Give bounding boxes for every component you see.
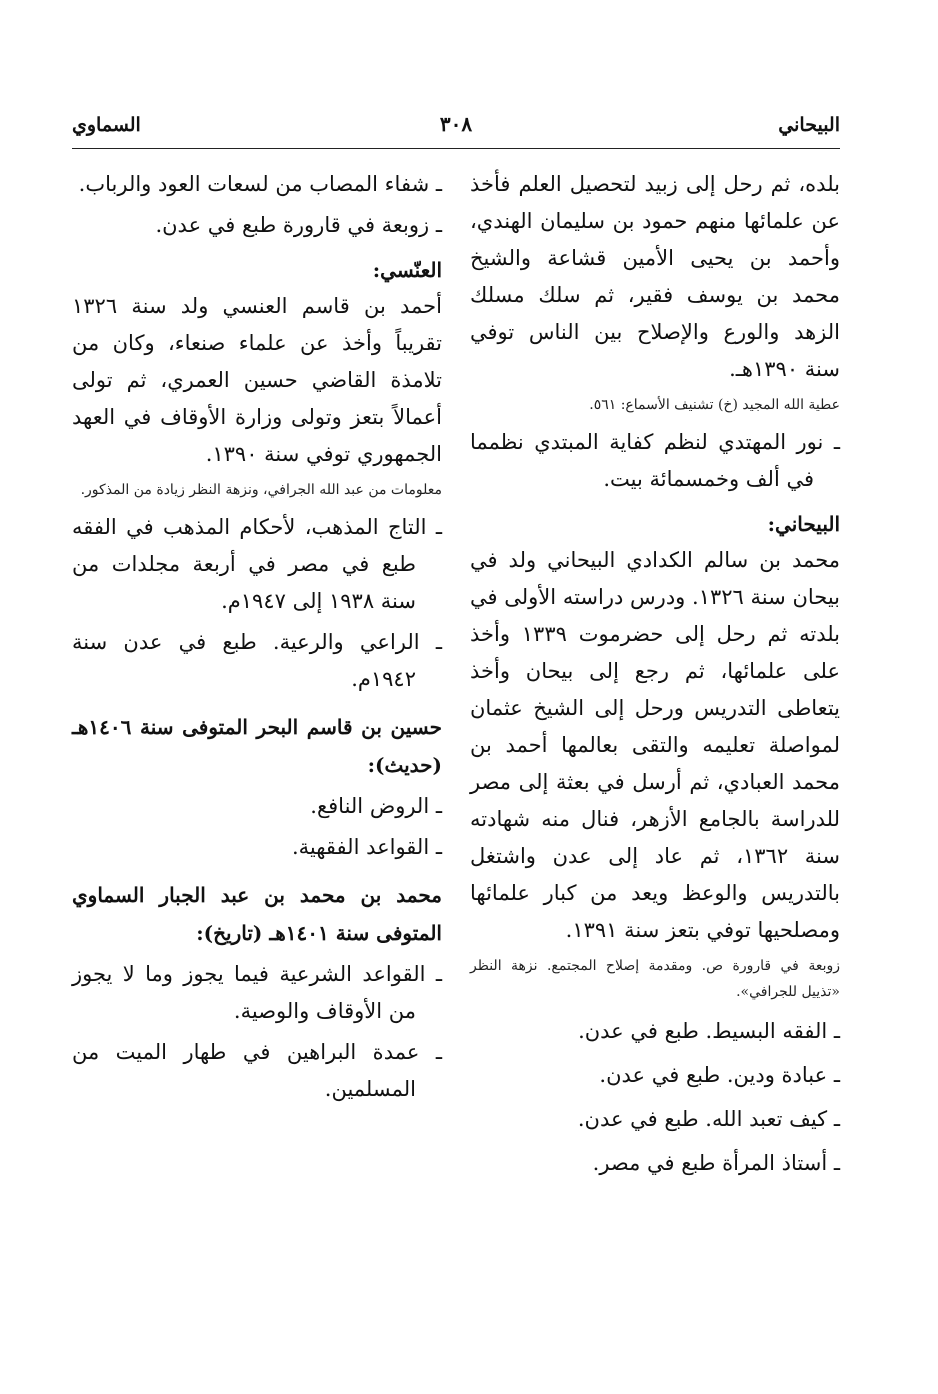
source-note: عطية الله المجيد (خ) تشنيف الأسماع: ٥٦١. bbox=[589, 397, 840, 413]
source-note: معلومات من عبد الله الجرافي، ونزهة النظر زيادة من المذكور. bbox=[80, 482, 442, 498]
book-item: ـ الروض النافع. bbox=[310, 794, 442, 818]
book-item: ـ شفاء المصاب من لسعات العود والرباب. bbox=[78, 172, 442, 196]
running-header bbox=[72, 108, 840, 149]
book-item: ـ القواعد الفقهية. bbox=[291, 835, 442, 859]
left-column bbox=[72, 166, 442, 1112]
intro-paragraph: بلده، ثم رحل إلى زبيد لتحصيل العلم فأخذ عن علمائها منهم حمود بن سليمان الهندي، وأحمد بن يحيى الأمين قشاعة والشيخ محمد بن يوسف فقير، ثم سلك مسلك الزهد والورع والإصلاح بين الناس توفي سنة ١٣٩٠هـ. bbox=[470, 172, 840, 381]
source-note: زوبعة في قارورة ص. ومقدمة إصلاح المجتمع. نزهة النظر «تذييل للجرافي». bbox=[470, 958, 840, 1000]
book-item: ـ عبادة ودين. طبع في عدن. bbox=[599, 1063, 840, 1087]
page-number: ٣٠٨ bbox=[439, 112, 473, 136]
bio-paragraph: محمد بن سالم الكدادي البيحاني ولد في بيحان سنة ١٣٢٦. ودرس دراسته الأولى في بلدته ثم رحل إلى حضرموت ١٣٣٩ وأخذ على علمائها، ثم رجع إلى بيحان وأخذ يتعاطى التدريس ورحل إلى الشيخ عثمان لمواصلة تعليمه والتقى بعالمها أحمد بن محمد العبادي، ثم أرسل في بعثة إلى مصر للدراسة بالجامع الأزهر، فنال منه شهادته سنة ١٣٦٢، ثم عاد إلى عدن واشتغل بالتدريس والوعظ ويعد من كبار علمائها ومصلحيها توفي بتعز سنة ١٣٩١. bbox=[470, 548, 841, 942]
book-item: ـ التاج المذهب، لأحكام المذهب في الفقه طبع في مصر في أربعة مجلدات من سنة ١٩٣٨ إلى ١٩٤٧م. bbox=[72, 515, 442, 613]
right-column bbox=[470, 166, 840, 1187]
book-item: ـ كيف تعبد الله. طبع في عدن. bbox=[577, 1107, 840, 1131]
book-item: ـ الراعي والرعية. طبع في عدن سنة ١٩٤٢م. bbox=[72, 630, 442, 691]
entry-heading: حسين بن قاسم البحر المتوفى سنة ١٤٠٦هـ (حديث): bbox=[72, 715, 442, 777]
book-item: ـ زوبعة في قارورة طبع في عدن. bbox=[155, 213, 442, 237]
entry-heading: محمد بن محمد بن عبد الجبار السماوي المتوفى سنة ١٤٠١هـ (تاريخ): bbox=[72, 883, 442, 945]
book-item: ـ الفقه البسيط. طبع في عدن. bbox=[578, 1019, 840, 1043]
book-item: ـ أستاذ المرأة طبع في مصر. bbox=[592, 1151, 840, 1175]
book-item: ـ القواعد الشرعية فيما يجوز وما لا يجوز من الأوقاف والوصية. bbox=[72, 962, 442, 1023]
header-entry-right: البيحاني bbox=[778, 114, 840, 136]
bio-paragraph: أحمد بن قاسم العنسي ولد سنة ١٣٢٦ تقريباً وأخذ عن علماء صنعاء، وكان من تلامذة القاضي حسين العمري، ثم تولى أعمالاً بتعز وتولى وزارة الأوقاف في العهد الجمهوري توفي سنة ١٣٩٠. bbox=[72, 294, 442, 466]
header-entry-left: السماوي bbox=[72, 114, 141, 136]
entry-heading: العنّسي: bbox=[372, 258, 442, 282]
entry-heading: البيحاني: bbox=[767, 512, 840, 536]
book-item: ـ نور المهتدي لنظم كفاية المبتدي نظمما في ألف وخمسمائة بيت. bbox=[470, 430, 840, 491]
book-item: ـ عمدة البراهين في طهار الميت من المسلمين. bbox=[72, 1040, 442, 1101]
